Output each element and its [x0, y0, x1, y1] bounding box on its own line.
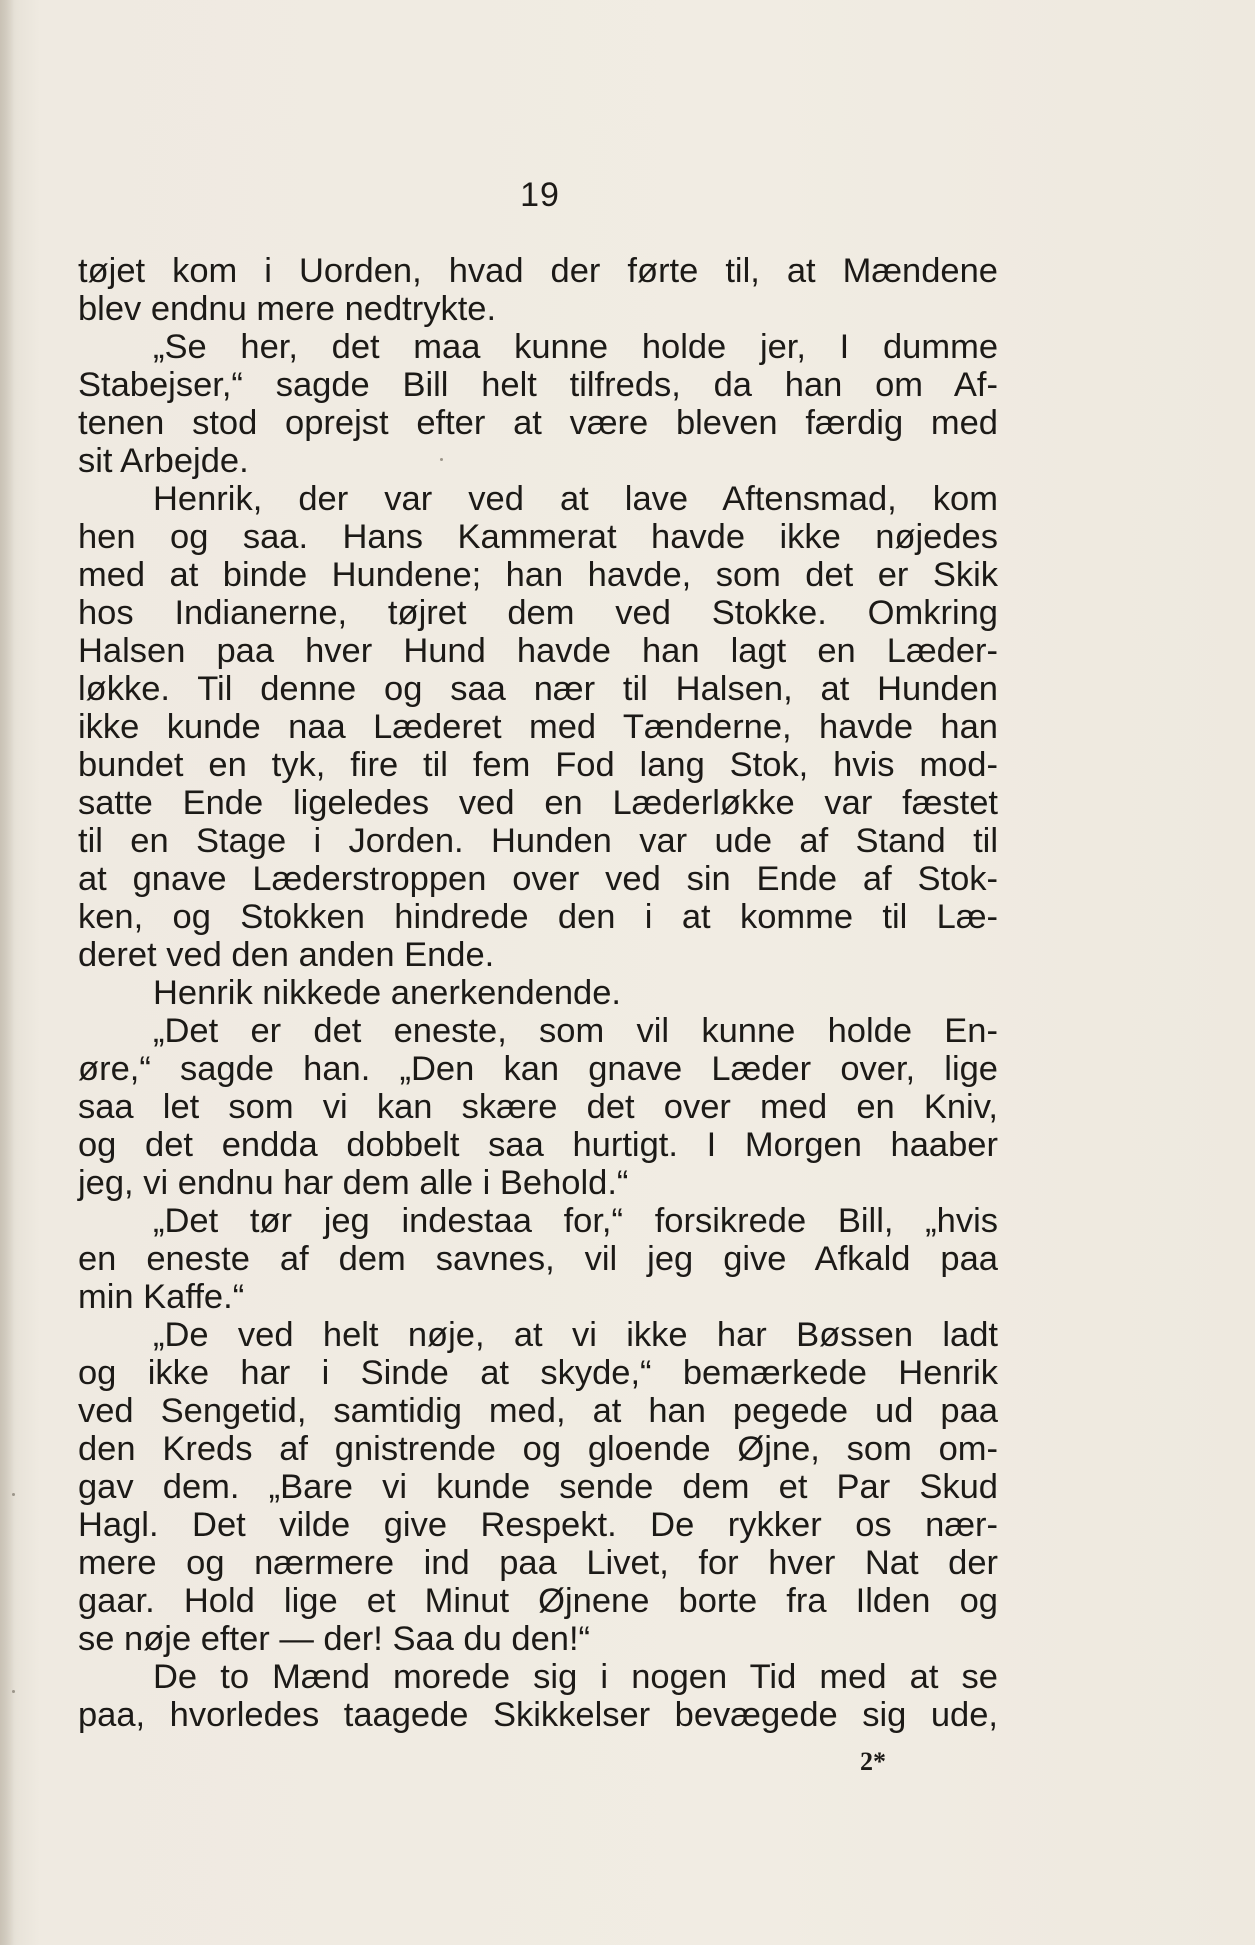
text-line: tøjet kom i Uorden, hvad der førte til, at Mændene	[78, 252, 998, 290]
text-line: De to Mænd morede sig i nogen Tid med at se	[153, 1658, 998, 1696]
text-line: ved Sengetid, samtidig med, at han pegede ud paa	[78, 1392, 998, 1430]
printer-signature-mark: 2*	[860, 1747, 886, 1776]
text-line: „Se her, det maa kunne holde jer, I dumme	[153, 328, 998, 366]
text-line: med at binde Hundene; han havde, som det er Skik	[78, 556, 998, 594]
text-line: øre,“ sagde han. „Den kan gnave Læder over, lige	[78, 1050, 998, 1088]
text-line: at gnave Læderstroppen over ved sin Ende af Stok-	[78, 860, 998, 898]
text-line: „De ved helt nøje, at vi ikke har Bøssen ladt	[153, 1316, 998, 1354]
spine-shadow	[0, 0, 14, 1945]
text-line: paa, hvorledes taagede Skikkelser bevægede sig ude,	[78, 1696, 998, 1734]
page-number: 19	[520, 176, 560, 214]
text-line: hos Indianerne, tøjret dem ved Stokke. Omkring	[78, 594, 998, 632]
text-line: satte Ende ligeledes ved en Læderløkke var fæstet	[78, 784, 998, 822]
text-line: Hagl. Det vilde give Respekt. De rykker os nær-	[78, 1506, 998, 1544]
text-line: hen og saa. Hans Kammerat havde ikke nøjedes	[78, 518, 998, 556]
text-line: Henrik nikkede anerkendende.	[153, 974, 621, 1012]
text-line: og det endda dobbelt saa hurtigt. I Morgen haaber	[78, 1126, 998, 1164]
text-line: „Det er det eneste, som vil kunne holde En-	[153, 1012, 998, 1050]
text-line: og ikke har i Sinde at skyde,“ bemærkede Henrik	[78, 1354, 998, 1392]
text-line: ikke kunde naa Læderet med Tænderne, havde han	[78, 708, 998, 746]
text-line: sit Arbejde.	[78, 442, 249, 480]
text-line: løkke. Til denne og saa nær til Halsen, at Hunden	[78, 670, 998, 708]
text-line: blev endnu mere nedtrykte.	[78, 290, 497, 328]
text-line: deret ved den anden Ende.	[78, 936, 495, 974]
text-line: mere og nærmere ind paa Livet, for hver Nat der	[78, 1544, 998, 1582]
text-line: tenen stod oprejst efter at være bleven færdig med	[78, 404, 998, 442]
paper-speck	[12, 1690, 15, 1693]
text-line: jeg, vi endnu har dem alle i Behold.“	[78, 1164, 629, 1202]
text-line: til en Stage i Jorden. Hunden var ude af Stand til	[78, 822, 998, 860]
text-line: min Kaffe.“	[78, 1278, 245, 1316]
text-line: „Det tør jeg indestaa for,“ forsikrede Bill, „hvis	[153, 1202, 998, 1240]
text-line: den Kreds af gnistrende og gloende Øjne, som om-	[78, 1430, 998, 1468]
body-text	[78, 252, 998, 1734]
text-line: Henrik, der var ved at lave Aftensmad, kom	[153, 480, 998, 518]
text-line: Halsen paa hver Hund havde han lagt en Læder-	[78, 632, 998, 670]
text-line: gaar. Hold lige et Minut Øjnene borte fra Ilden og	[78, 1582, 998, 1620]
text-line: saa let som vi kan skære det over med en Kniv,	[78, 1088, 998, 1126]
text-line: se nøje efter — der! Saa du den!“	[78, 1620, 591, 1658]
text-line: Stabejser,“ sagde Bill helt tilfreds, da han om Af-	[78, 366, 998, 404]
text-line: en eneste af dem savnes, vil jeg give Afkald paa	[78, 1240, 998, 1278]
paper-speck	[12, 1493, 15, 1496]
text-line: ken, og Stokken hindrede den i at komme til Læ-	[78, 898, 998, 936]
text-line: bundet en tyk, fire til fem Fod lang Stok, hvis mod-	[78, 746, 998, 784]
text-line: gav dem. „Bare vi kunde sende dem et Par Skud	[78, 1468, 998, 1506]
